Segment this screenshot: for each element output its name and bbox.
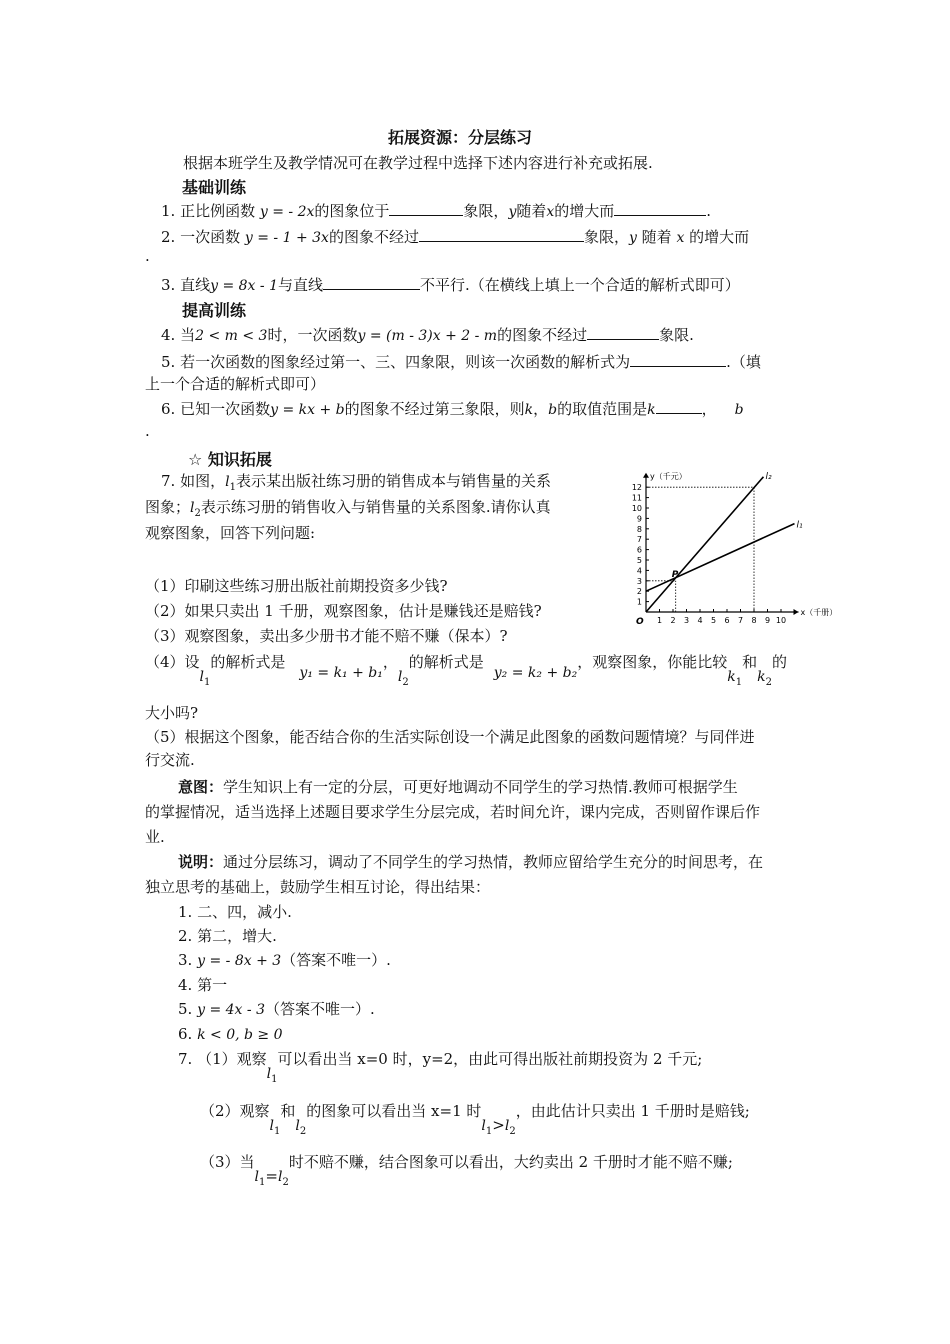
explain-line1: 说明：通过分层练习，调动了不同学生的学习热情，教师应留给学生充分的时间思考，在 (178, 853, 764, 871)
question-5: 5. 若一次函数的图象经过第一、三、四象限，则该一次函数的解析式为 .（填 (161, 353, 761, 371)
cost-revenue-chart (622, 462, 838, 630)
section-basic: 基础训练 (182, 178, 247, 197)
question-4: 4. 当2 < m < 3时，一次函数y = (m - 3)x + 2 - m的图象不经过 象限. (161, 326, 694, 344)
question-6-dot: . (145, 422, 150, 440)
x-axis-label: x（千册） (800, 608, 838, 617)
intro-text: 根据本班学生及教学情况可在教学过程中选择下述内容进行补充或拓展. (183, 154, 653, 172)
x-tick-label: 2 (670, 616, 676, 625)
answer-1: 1. 二、四，减小. (178, 903, 292, 921)
x-tick-label: 9 (764, 616, 771, 625)
question-7-part5-cont: 行交流. (145, 751, 195, 769)
series-line (646, 477, 763, 612)
y-tick-label: 12 (631, 483, 642, 493)
question-2: 2. 一次函数 y = - 1 + 3x的图象不经过 象限，y 随着 x 的增大而 (161, 228, 750, 246)
y-tick-label: 9 (636, 514, 642, 524)
y-tick-label: 7 (636, 535, 642, 545)
y-tick-label: 3 (636, 576, 642, 586)
section-knowledge: ☆ 知识拓展 (188, 450, 272, 469)
x-tick-label: 10 (775, 616, 787, 625)
question-2-dot: . (145, 247, 150, 265)
series-label: l₂ (765, 471, 772, 482)
question-1: 1. 正比例函数 y = - 2x的图象位于 象限，y随着x的增大而 . (161, 202, 712, 220)
page-title: 拓展资源：分层练习 (388, 128, 533, 147)
y-tick-label: 2 (636, 587, 642, 597)
explain-line2: 独立思考的基础上，鼓励学生相互讨论，得出结果： (145, 878, 491, 896)
question-7-part1: （1）印刷这些练习册出版社前期投资多少钱? (145, 577, 448, 595)
series-label: l₁ (796, 520, 803, 531)
series-line (646, 524, 795, 592)
question-7-line2: 图象；$l_2$表示练习册的销售收入与销售量的关系图象.请你认真 (145, 498, 551, 519)
answer-6: 6. k < 0, b ≥ 0 (178, 1025, 283, 1043)
y-tick-label: 8 (636, 524, 642, 534)
section-advanced: 提高训练 (182, 301, 247, 320)
y-tick-label: 10 (631, 504, 642, 513)
question-5-cont: 上一个合适的解析式即可） (145, 375, 326, 393)
answer-3: 3. y = - 8x + 3（答案不唯一）. (178, 951, 391, 969)
intent-line2: 的掌握情况，适当选择上述题目要求学生分层完成，若时间允许，课内完成，否则留作课后作 (145, 803, 761, 821)
x-tick-label: 5 (710, 616, 717, 625)
intent-line3: 业. (145, 828, 165, 846)
y-tick-label: 4 (636, 566, 642, 576)
y-tick-label: 11 (631, 493, 642, 503)
question-7-part4-cont: 大小吗? (145, 704, 199, 722)
y-tick-label: 1 (636, 597, 642, 607)
question-3: 3. 直线y = 8x - 1与直线 不平行.（在横线上填上一个合适的解析式即可） (161, 276, 740, 294)
x-tick-label: 3 (683, 616, 690, 625)
question-6: 6. 已知一次函数y = kx + b的图象不经过第三象限，则k，b的取值范围是k ， b (161, 400, 744, 418)
answer-7-part3: （3）当$l_1=l_2$时不赔不赚，结合图象可以看出，大约卖出 2 千册时才能不赔不赚; (200, 1153, 733, 1188)
x-tick-label: 1 (656, 616, 663, 625)
x-tick-label: 4 (697, 616, 703, 625)
answer-7-part2: （2）观察$l_1$和$l_2$的图象可以看出当 x=1 时$l_1>l_2$，由此估计只卖出 1 千册时是赔钱; (200, 1102, 750, 1137)
x-tick-label: 8 (751, 616, 757, 625)
y-tick-label: 5 (636, 556, 642, 565)
question-7-part4: （4）设$l_1$的解析式是y₁ = k₁ + b₁，$l_2$的解析式是y₂ = k₂ + b₂，观察图象，你能比较$k_1$和$k_2$的 (145, 653, 787, 688)
answer-4: 4. 第一 (178, 976, 228, 994)
x-axis-arrow (794, 609, 799, 615)
y-axis-arrow (643, 473, 649, 478)
origin-label: O (636, 617, 644, 627)
answer-2: 2. 第二，增大. (178, 927, 277, 945)
question-7-part3: （3）观察图象，卖出多少册书才能不赔不赚（保本）? (145, 627, 508, 645)
x-tick-label: 6 (724, 616, 730, 625)
question-7-line3: 观察图象，回答下列问题: (145, 524, 316, 542)
x-tick-label: 7 (737, 616, 744, 625)
answer-5: 5. y = 4x - 3（答案不唯一）. (178, 1000, 375, 1018)
question-7-line1: 7. 如图，$l_1$表示某出版社练习册的销售成本与销售量的关系 (161, 472, 551, 493)
intent-line1: 意图：学生知识上有一定的分层，可更好地调动不同学生的学习热情.教师可根据学生 (178, 778, 738, 796)
y-axis-label: y（千元） (650, 471, 687, 481)
intersection-label: P (671, 569, 679, 580)
y-tick-label: 6 (636, 545, 642, 555)
question-7-part2: （2）如果只卖出 1 千册，观察图象，估计是赚钱还是赔钱? (145, 602, 542, 620)
answer-7-part1: 7. （1）观察$l_1$可以看出当 x=0 时，y=2，由此可得出版社前期投资为 2 千元; (178, 1050, 703, 1085)
question-7-part5: （5）根据这个图象，能否结合你的生活实际创设一个满足此图象的函数问题情境？与同伴进 (145, 728, 755, 746)
